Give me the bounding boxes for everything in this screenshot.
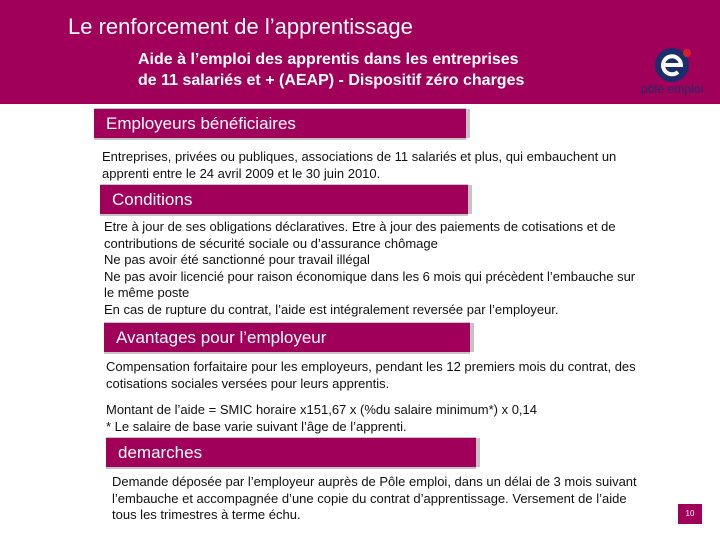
section-body-demarches (112, 474, 678, 524)
body-line: Compensation forfaitaire pour les employeurs, pendant les 12 premiers mois du contrat, des (106, 359, 636, 374)
body-line: Ne pas avoir licencié pour raison économique dans les 6 mois qui précèdent l’embauche sur (104, 268, 636, 284)
body-line: le même poste (104, 285, 190, 300)
section-heading-conditions: Conditions (100, 184, 468, 216)
body-line: Ne pas avoir été sanctionné pour travail illégal (104, 252, 370, 267)
body-line: Etre à jour de ses obligations déclaratives. Etre à jour des paiements de cotisations et de (104, 219, 616, 234)
body-line: Montant de l’aide = SMIC horaire x151,67 x (%du salaire minimum*) x 0,14 (106, 402, 538, 417)
subtitle-line: de 11 salariés et + (AEAP) - Dispositif zéro charges (138, 72, 525, 89)
body-line: Entreprises, privées ou publiques, associations de 11 salariés et plus, qui embauchent un (102, 149, 617, 164)
section-body-avantages-montant (106, 402, 706, 435)
body-line: Demande déposée par l’employeur auprès de Pôle emploi, dans un délai de 3 mois suivant (112, 474, 637, 489)
body-line: En cas de rupture du contrat, l’aide est intégralement reversée par l’employeur. (104, 301, 559, 317)
section-body-avantages (106, 359, 706, 392)
page-number: 10 (678, 504, 702, 524)
section-body-conditions (104, 219, 704, 318)
body-line: apprenti entre le 24 avril 2009 et le 30 juin 2010. (102, 165, 381, 181)
body-line: * Le salaire de base varie suivant l’âge de l’apprenti. (106, 418, 407, 434)
body-line: l’embauche et accompagnée d’une copie du contrat d’apprentissage. Versement de l’aide (112, 490, 627, 506)
section-heading-avantages: Avantages pour l’employeur (104, 322, 470, 354)
body-line: tous les trimestres à terme échu. (112, 507, 301, 522)
body-line: contributions de sécurité sociale ou d’assurance chômage (104, 235, 438, 251)
section-body-employeurs (102, 149, 702, 182)
logo-text: pôle emploi (641, 82, 704, 96)
header-band (0, 0, 720, 104)
body-line: cotisations sociales versées pour leurs apprentis. (106, 375, 390, 391)
page-subtitle (138, 49, 524, 91)
page-title: Le renforcement de l’apprentissage (68, 14, 413, 39)
section-heading-employeurs: Employeurs bénéficiaires (94, 108, 466, 140)
subtitle-line: Aide à l’emploi des apprentis dans les entreprises (138, 51, 519, 68)
section-heading-demarches: demarches (106, 437, 476, 469)
